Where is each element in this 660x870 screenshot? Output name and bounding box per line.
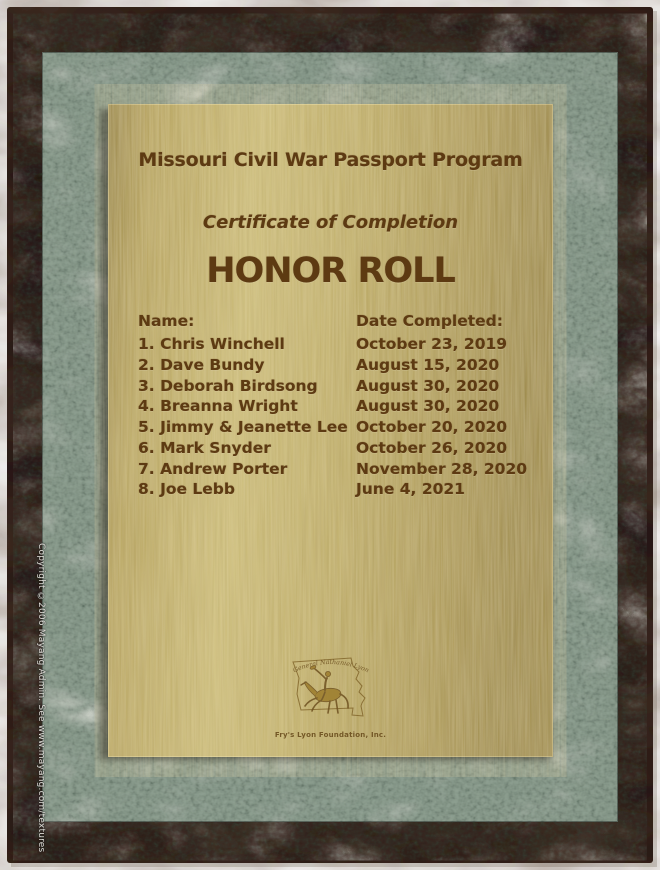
plaque-title: Missouri Civil War Passport Program: [138, 149, 523, 171]
date-column-header: Date Completed:: [356, 312, 503, 330]
row-name: 5. Jimmy & Jeanette Lee: [138, 418, 348, 436]
table-row: [138, 479, 545, 500]
table-row: [138, 417, 545, 438]
row-name: 2. Dave Bundy: [138, 355, 265, 374]
foundation-logo: [265, 648, 397, 739]
table-body: [138, 334, 545, 500]
row-date: August 15, 2020: [356, 355, 500, 374]
logo-caption: Fry's Lyon Foundation, Inc.: [274, 731, 387, 739]
row-name: 6. Mark Snyder: [138, 438, 271, 457]
logo-arc-textpath: General Nathaniel Lyon: [291, 658, 370, 675]
plaque-subtitle: Certificate of Completion: [202, 212, 459, 233]
texture-copyright-watermark: Copyright ©2006 Mayang Admin. See www.mayang.com/textures: [36, 543, 46, 853]
row-date: November 28, 2020: [356, 459, 528, 478]
row-name: 7. Andrew Porter: [138, 459, 288, 478]
row-name: 4. Breanna Wright: [138, 397, 298, 416]
table-row: [138, 334, 545, 355]
row-date: October 20, 2020: [356, 418, 508, 436]
row-date: October 26, 2020: [356, 438, 508, 457]
table-row: [138, 355, 545, 376]
row-name: 8. Joe Lebb: [138, 480, 235, 499]
row-name: 1. Chris Winchell: [138, 335, 285, 353]
plate-content: [108, 104, 553, 757]
honor-roll-table: [138, 311, 545, 500]
table-row: [138, 438, 545, 459]
honor-roll-heading: HONOR ROLL: [206, 251, 455, 291]
table-row: [138, 376, 545, 397]
row-date: August 30, 2020: [356, 376, 500, 395]
row-date: October 23, 2019: [356, 335, 508, 353]
table-row: [138, 459, 545, 480]
row-date: June 4, 2021: [356, 480, 465, 499]
horseman-silhouette: [301, 665, 348, 713]
row-date: August 30, 2020: [356, 397, 500, 416]
table-header-row: [138, 311, 545, 332]
name-column-header: Name:: [138, 312, 195, 330]
table-row: [138, 396, 545, 417]
horseman-missouri-icon: [265, 648, 397, 726]
row-name: 3. Deborah Birdsong: [138, 376, 318, 395]
